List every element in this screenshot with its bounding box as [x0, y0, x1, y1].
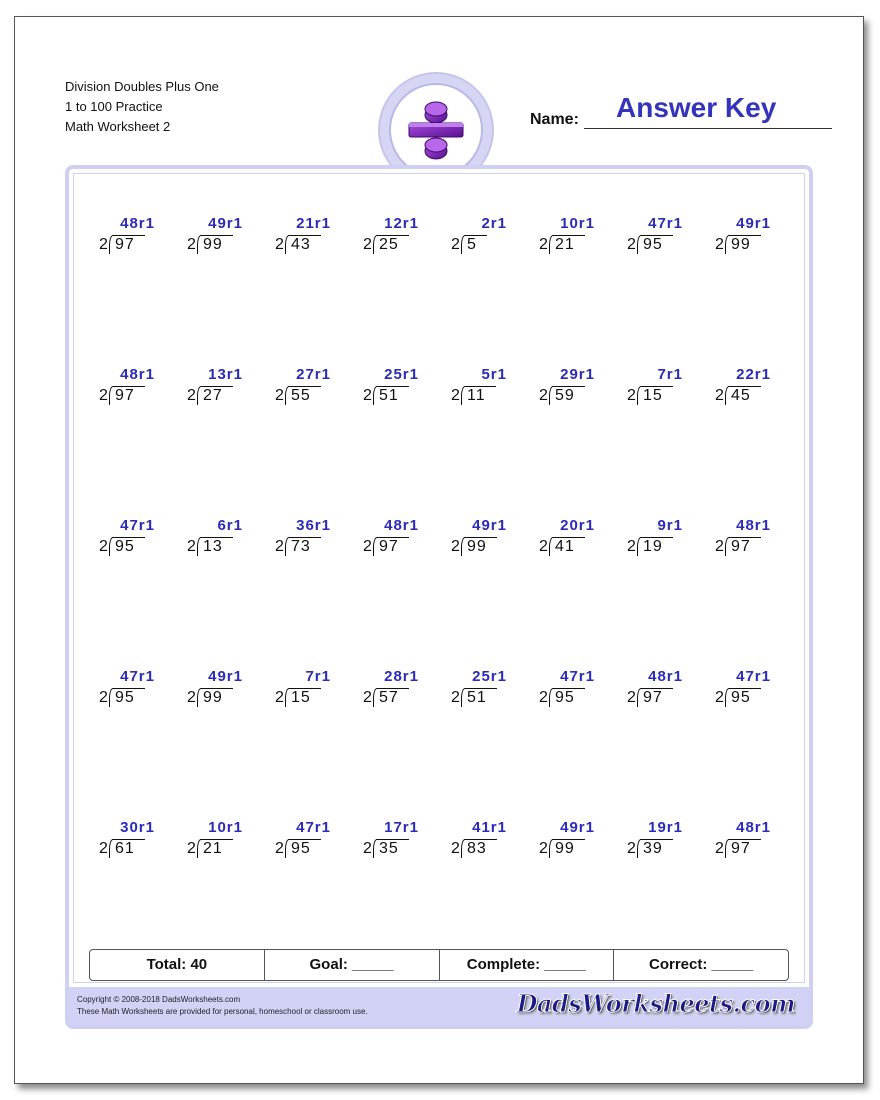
problem-dividend: 97: [109, 386, 145, 405]
problem-divisor: 2: [451, 689, 460, 706]
problem-divisor: 2: [539, 689, 548, 706]
problem-divisor: 2: [363, 689, 372, 706]
division-problem: [275, 366, 355, 406]
problem-divisor: 2: [451, 236, 460, 253]
problem-divisor: 2: [99, 236, 108, 253]
division-problem: [451, 517, 531, 557]
problem-answer: 47r1: [120, 668, 155, 685]
problem-dividend: 21: [549, 235, 585, 254]
problem-answer: 21r1: [296, 215, 331, 232]
problem-answer: 2r1: [481, 215, 507, 232]
brand-logo: DadsWorksheets.com: [516, 989, 795, 1018]
problem-answer: 36r1: [296, 517, 331, 534]
division-problem: [451, 215, 531, 255]
problem-answer: 48r1: [736, 517, 771, 534]
division-problem: [627, 517, 707, 557]
problem-divisor: 2: [99, 840, 108, 857]
division-problem: [99, 517, 179, 557]
division-problem: [539, 215, 619, 255]
problem-answer: 29r1: [560, 366, 595, 383]
problem-divisor: 2: [539, 538, 548, 555]
problem-answer: 48r1: [736, 819, 771, 836]
problem-dividend: 35: [373, 839, 409, 858]
problem-divisor: 2: [275, 236, 284, 253]
division-problem: [715, 668, 795, 708]
worksheet-title: Division Doubles Plus One: [65, 79, 219, 94]
problem-divisor: 2: [363, 840, 372, 857]
problem-divisor: 2: [627, 840, 636, 857]
division-problem: [363, 819, 443, 859]
problem-dividend: 51: [373, 386, 409, 405]
name-field: [530, 92, 832, 131]
problem-dividend: 95: [637, 235, 673, 254]
division-problem: [715, 215, 795, 255]
division-problem: [275, 215, 355, 255]
division-problem: [715, 819, 795, 859]
score-correct: Correct: _____: [649, 956, 754, 973]
problem-dividend: 5: [461, 235, 487, 254]
problem-dividend: 19: [637, 537, 673, 556]
division-problem: [275, 517, 355, 557]
problem-dividend: 25: [373, 235, 409, 254]
division-problem: [99, 215, 179, 255]
problem-dividend: 61: [109, 839, 145, 858]
problem-answer: 19r1: [648, 819, 683, 836]
division-problem: [627, 668, 707, 708]
problem-divisor: 2: [627, 689, 636, 706]
problem-answer: 12r1: [384, 215, 419, 232]
problem-divisor: 2: [187, 840, 196, 857]
problem-dividend: 59: [549, 386, 585, 405]
problem-answer: 7r1: [305, 668, 331, 685]
problem-divisor: 2: [363, 236, 372, 253]
problem-divisor: 2: [539, 236, 548, 253]
worksheet-subtitle: 1 to 100 Practice: [65, 99, 163, 114]
problem-divisor: 2: [451, 387, 460, 404]
problem-answer: 48r1: [120, 215, 155, 232]
problem-divisor: 2: [451, 840, 460, 857]
problem-dividend: 95: [109, 688, 145, 707]
answer-key-label: Answer Key: [616, 92, 777, 123]
division-problem: [715, 366, 795, 406]
score-goal: Goal: _____: [265, 950, 440, 980]
problem-answer: 49r1: [736, 215, 771, 232]
division-problem: [363, 366, 443, 406]
problem-answer: 49r1: [208, 215, 243, 232]
problem-divisor: 2: [715, 236, 724, 253]
problem-dividend: 97: [637, 688, 673, 707]
problem-dividend: 97: [109, 235, 145, 254]
problem-answer: 41r1: [472, 819, 507, 836]
problem-dividend: 15: [285, 688, 321, 707]
problem-divisor: 2: [275, 840, 284, 857]
division-problem: [715, 517, 795, 557]
problem-divisor: 2: [627, 387, 636, 404]
division-problem: [363, 215, 443, 255]
problem-dividend: 99: [461, 537, 497, 556]
problem-answer: 47r1: [120, 517, 155, 534]
problem-answer: 47r1: [560, 668, 595, 685]
problem-answer: 10r1: [208, 819, 243, 836]
problem-divisor: 2: [187, 236, 196, 253]
problem-divisor: 2: [451, 538, 460, 555]
problem-divisor: 2: [99, 538, 108, 555]
problem-answer: 10r1: [560, 215, 595, 232]
problem-dividend: 73: [285, 537, 321, 556]
problem-divisor: 2: [363, 538, 372, 555]
score-complete: Complete: _____: [440, 950, 615, 980]
division-problem: [187, 517, 267, 557]
worksheet-page: [14, 16, 864, 1084]
problem-divisor: 2: [715, 689, 724, 706]
division-problem: [187, 819, 267, 859]
division-problem: [363, 517, 443, 557]
problem-divisor: 2: [715, 387, 724, 404]
score-table: [89, 949, 789, 981]
division-problem: [627, 366, 707, 406]
problem-dividend: 11: [461, 386, 496, 405]
problem-divisor: 2: [539, 840, 548, 857]
problem-dividend: 43: [285, 235, 321, 254]
problem-divisor: 2: [275, 689, 284, 706]
problem-divisor: 2: [99, 387, 108, 404]
problem-dividend: 13: [197, 537, 233, 556]
problem-answer: 49r1: [208, 668, 243, 685]
worksheet-title-block: [65, 77, 219, 137]
copyright-text: Copyright © 2008-2018 DadsWorksheets.com: [77, 995, 241, 1004]
problem-dividend: 97: [373, 537, 409, 556]
problem-answer: 47r1: [648, 215, 683, 232]
problem-answer: 7r1: [657, 366, 683, 383]
problem-dividend: 21: [197, 839, 233, 858]
problem-dividend: 51: [461, 688, 497, 707]
division-problem: [275, 819, 355, 859]
problem-answer: 25r1: [384, 366, 419, 383]
division-problem: [539, 819, 619, 859]
problem-dividend: 97: [725, 839, 761, 858]
problem-divisor: 2: [627, 538, 636, 555]
problem-dividend: 99: [549, 839, 585, 858]
division-problem: [539, 517, 619, 557]
problem-answer: 6r1: [217, 517, 243, 534]
problem-dividend: 41: [549, 537, 585, 556]
problem-dividend: 99: [197, 688, 233, 707]
division-problem: [451, 819, 531, 859]
problem-answer: 47r1: [296, 819, 331, 836]
problem-answer: 48r1: [648, 668, 683, 685]
division-problem: [187, 215, 267, 255]
problem-dividend: 45: [725, 386, 761, 405]
problem-answer: 9r1: [657, 517, 683, 534]
problem-dividend: 55: [285, 386, 321, 405]
problem-dividend: 39: [637, 839, 673, 858]
division-problem: [99, 819, 179, 859]
division-problem: [539, 668, 619, 708]
footer: [69, 987, 809, 1025]
problem-answer: 22r1: [736, 366, 771, 383]
division-problem: [99, 668, 179, 708]
division-problem: [627, 819, 707, 859]
score-total: Total: 40: [90, 950, 265, 980]
problem-answer: 25r1: [472, 668, 507, 685]
problem-dividend: 97: [725, 537, 761, 556]
problem-answer: 20r1: [560, 517, 595, 534]
problem-answer: 17r1: [384, 819, 419, 836]
problems-frame: [65, 165, 813, 1029]
problem-dividend: 83: [461, 839, 497, 858]
problem-answer: 13r1: [208, 366, 243, 383]
problem-answer: 49r1: [560, 819, 595, 836]
problem-dividend: 95: [725, 688, 761, 707]
division-problem: [187, 366, 267, 406]
problem-dividend: 95: [109, 537, 145, 556]
problem-divisor: 2: [627, 236, 636, 253]
name-label: Name:: [530, 111, 579, 128]
problem-answer: 30r1: [120, 819, 155, 836]
problem-answer: 47r1: [736, 668, 771, 685]
problem-answer: 48r1: [384, 517, 419, 534]
problem-divisor: 2: [363, 387, 372, 404]
problem-divisor: 2: [715, 538, 724, 555]
problem-divisor: 2: [99, 689, 108, 706]
division-problem: [451, 366, 531, 406]
problem-answer: 28r1: [384, 668, 419, 685]
problem-divisor: 2: [187, 538, 196, 555]
division-symbol-icon: [391, 85, 481, 175]
problem-dividend: 57: [373, 688, 409, 707]
usage-notice: These Math Worksheets are provided for personal, homeschool or classroom use.: [77, 1007, 368, 1016]
division-problem: [363, 668, 443, 708]
division-problem: [539, 366, 619, 406]
problem-divisor: 2: [275, 387, 284, 404]
problem-divisor: 2: [187, 387, 196, 404]
problem-dividend: 95: [549, 688, 585, 707]
division-problem: [275, 668, 355, 708]
name-line: [584, 128, 832, 129]
problem-divisor: 2: [187, 689, 196, 706]
problem-answer: 48r1: [120, 366, 155, 383]
problem-answer: 27r1: [296, 366, 331, 383]
problem-answer: 5r1: [481, 366, 507, 383]
problem-dividend: 15: [637, 386, 673, 405]
problem-divisor: 2: [275, 538, 284, 555]
problem-divisor: 2: [715, 840, 724, 857]
division-problem: [451, 668, 531, 708]
problem-dividend: 99: [197, 235, 233, 254]
problem-answer: 49r1: [472, 517, 507, 534]
division-problem: [99, 366, 179, 406]
worksheet-number: Math Worksheet 2: [65, 119, 171, 134]
problem-dividend: 95: [285, 839, 321, 858]
division-problem: [627, 215, 707, 255]
problem-dividend: 27: [197, 386, 233, 405]
division-problem: [187, 668, 267, 708]
problem-dividend: 99: [725, 235, 761, 254]
problem-divisor: 2: [539, 387, 548, 404]
